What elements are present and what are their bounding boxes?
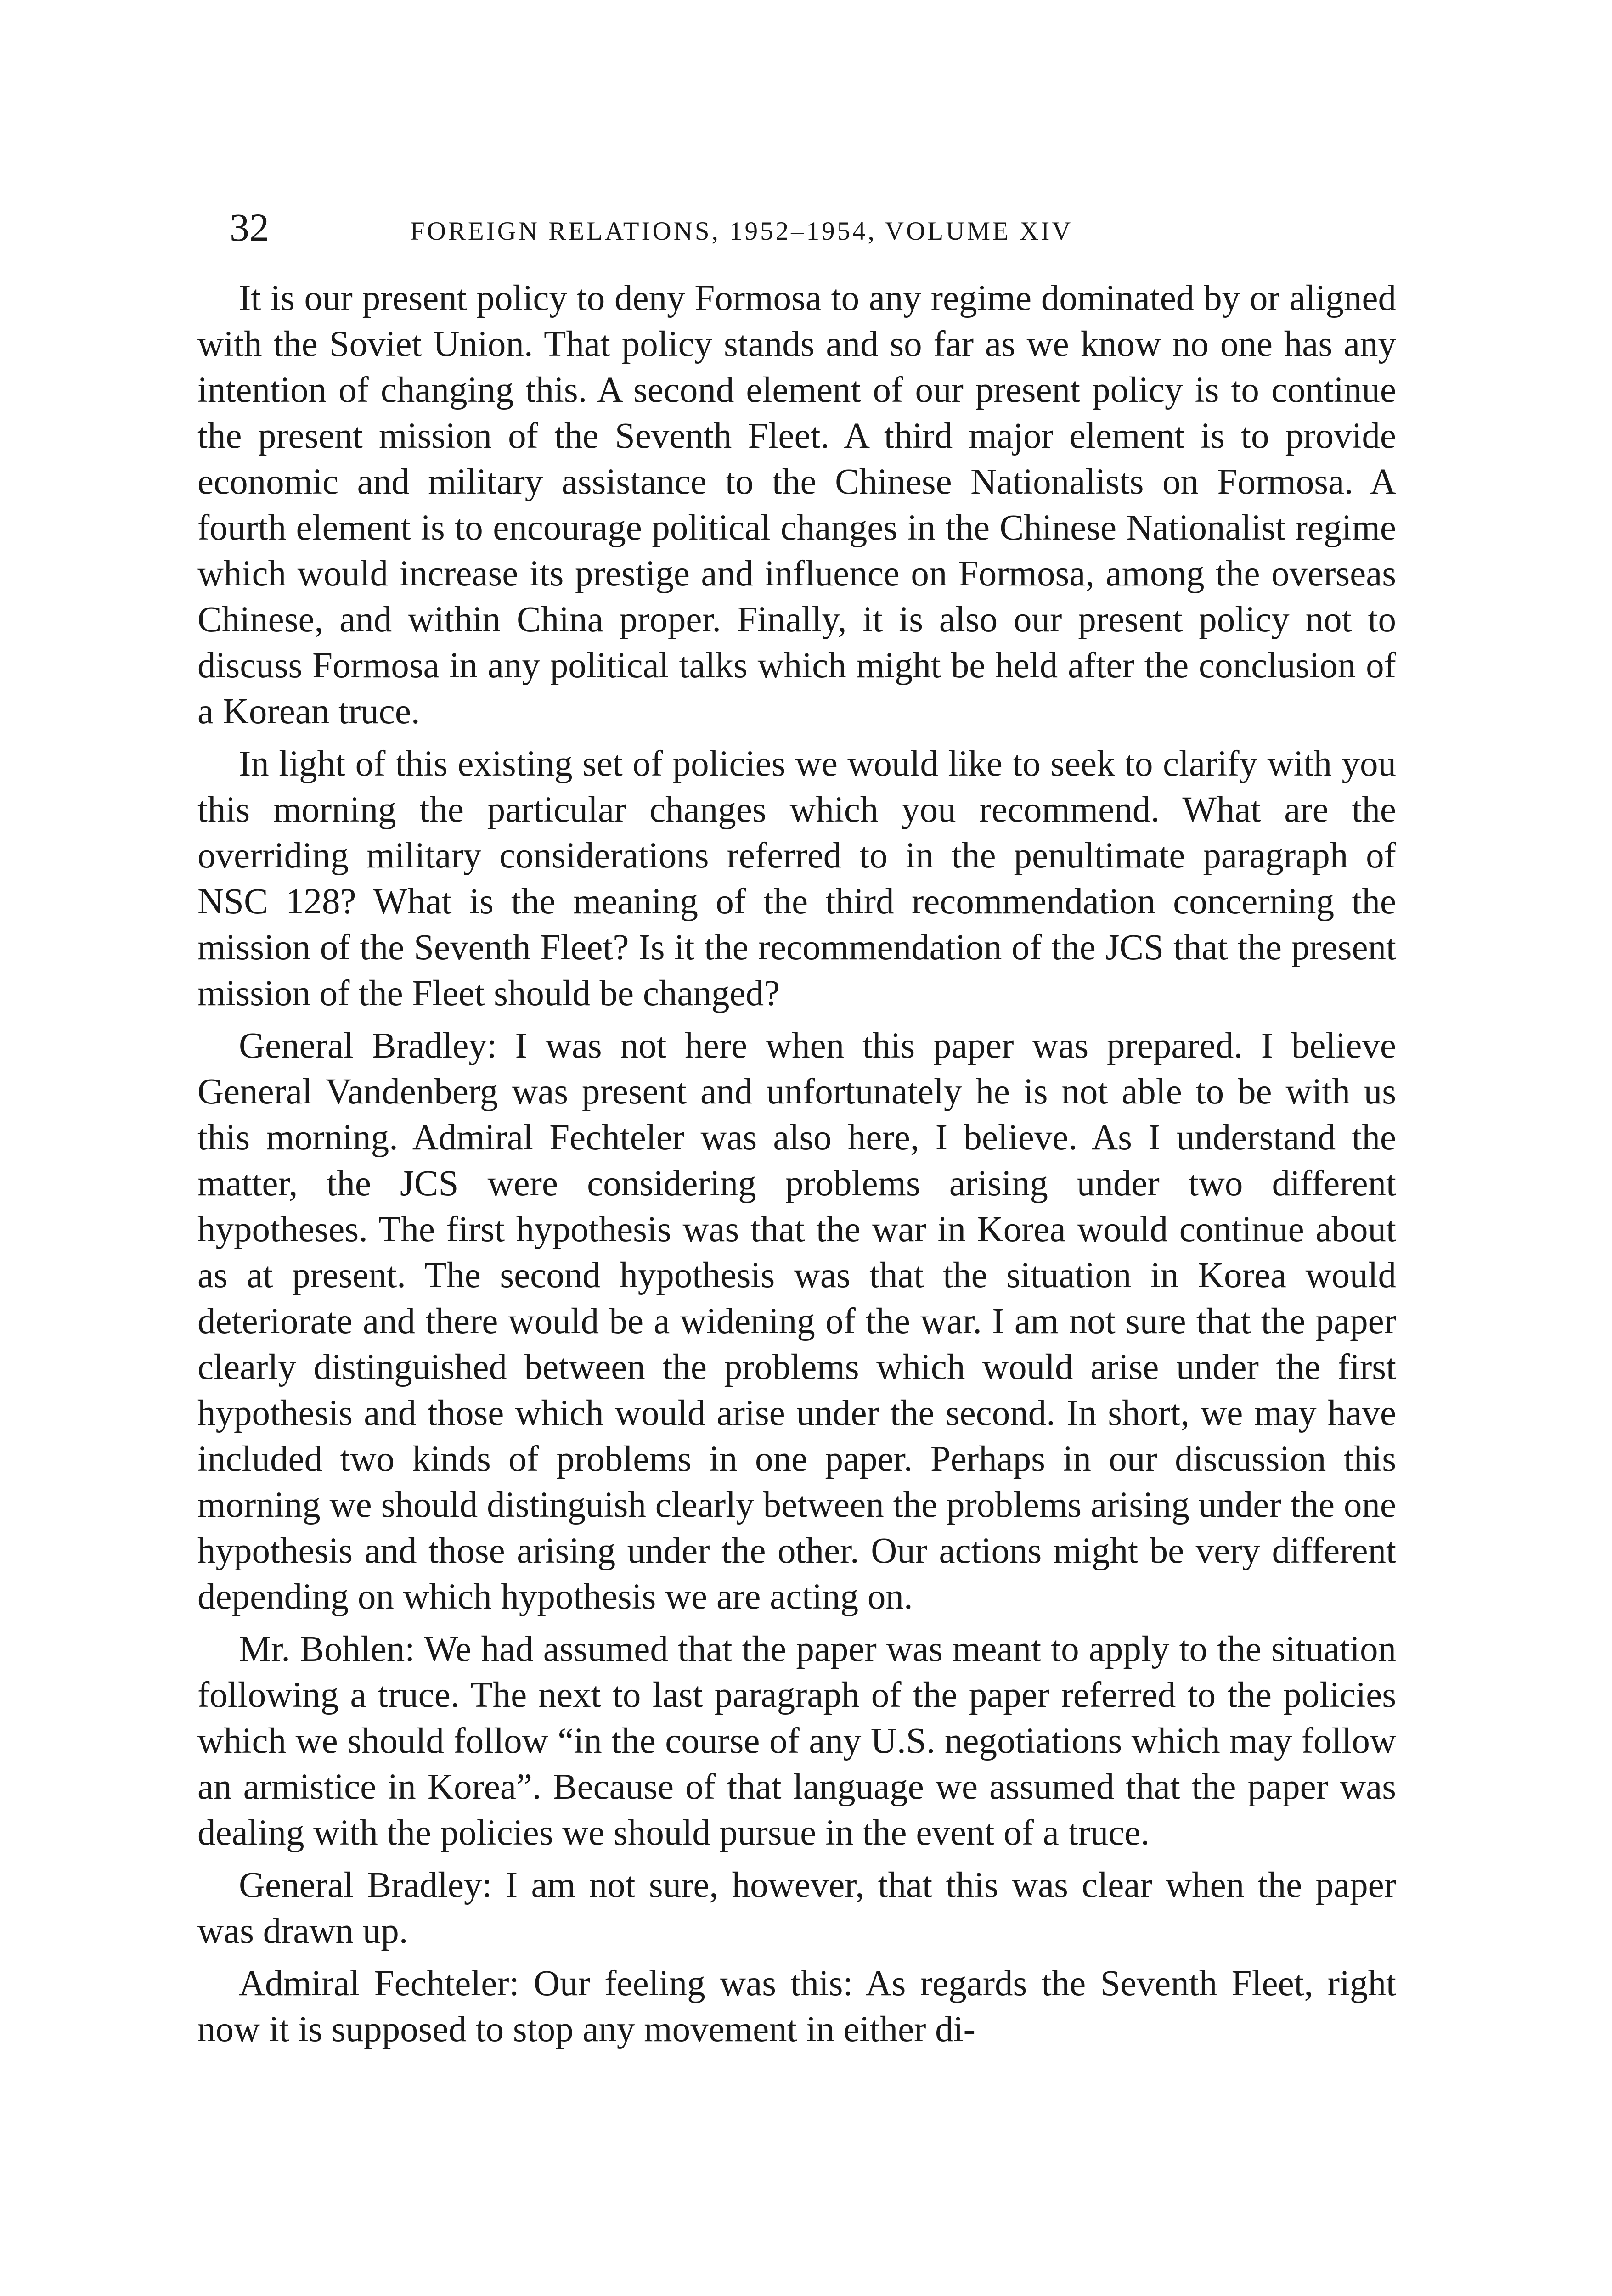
running-head: FOREIGN RELATIONS, 1952–1954, VOLUME XIV [410,217,1073,246]
page-number: 32 [230,205,269,249]
paragraph-bradley-reply: General Bradley: I am not sure, however, that this was clear when the paper was drawn up. [197,1865,1396,1951]
paragraph-policy-summary: It is our present policy to deny Formosa to any regime dominated by or aligned with the Soviet Union. That policy stands and so far as we know no one has any intention of changing this. A second element of our present policy is to continue the present mission of the Seventh Fleet. A third major element is to provide economic and military assistance to the Chinese Nationalists on Formosa. A fourth element is to encourage political changes in the Chinese Nationalist regime which would increase its prestige and influence on Formosa, among the overseas Chinese, and within China proper. Finally, it is also our present policy not to discuss Formosa in any political talks which might be held after the conclusion of a Korean truce. [197,278,1396,732]
paragraph-bradley-response: General Bradley: I was not here when this paper was prepared. I believe General Vandenberg was present and unfortunately he is not able to be with us this morning. Admiral Fechteler was also here, I believe. As I understand the matter, the JCS were considering problems arising under two different hypotheses. The first hypothesis was that the war in Korea would continue about as at present. The second hypothesis was that the situation in Korea would deteriorate and there would be a widening of the war. I am not sure that the paper clearly distinguished between the problems which would arise under the first hypothesis and those which would arise under the second. In short, we may have included two kinds of problems in one paper. Perhaps in our discussion this morning we should distinguish clearly between the problems arising under the one hypothesis and those arising under the other. Our actions might be very different depending on which hypothesis we are acting on. [197,1026,1396,1617]
body-text [197,276,1396,2059]
paragraph-clarification-request: In light of this existing set of policies we would like to seek to clarify with you this morning the particular changes which you recommend. What are the overriding military considerations referred to in the penultimate paragraph of NSC 128? What is the meaning of the third recommendation concerning the mission of the Seventh Fleet? Is it the recommendation of the JCS that the present mission of the Fleet should be changed? [197,744,1396,1013]
page-header [230,202,1433,253]
paragraph-fechteler-response: Admiral Fechteler: Our feeling was this: As regards the Seventh Fleet, right now it is supposed to stop any movement in either di- [197,1964,1396,2049]
paragraph-bohlen-response: Mr. Bohlen: We had assumed that the paper was meant to apply to the situation following a truce. The next to last paragraph of the paper referred to the policies which we should follow “in the course of any U.S. negotiations which may follow an armistice in Korea”. Because of that language we assumed that the paper was dealing with the policies we should pursue in the event of a truce. [197,1629,1396,1853]
